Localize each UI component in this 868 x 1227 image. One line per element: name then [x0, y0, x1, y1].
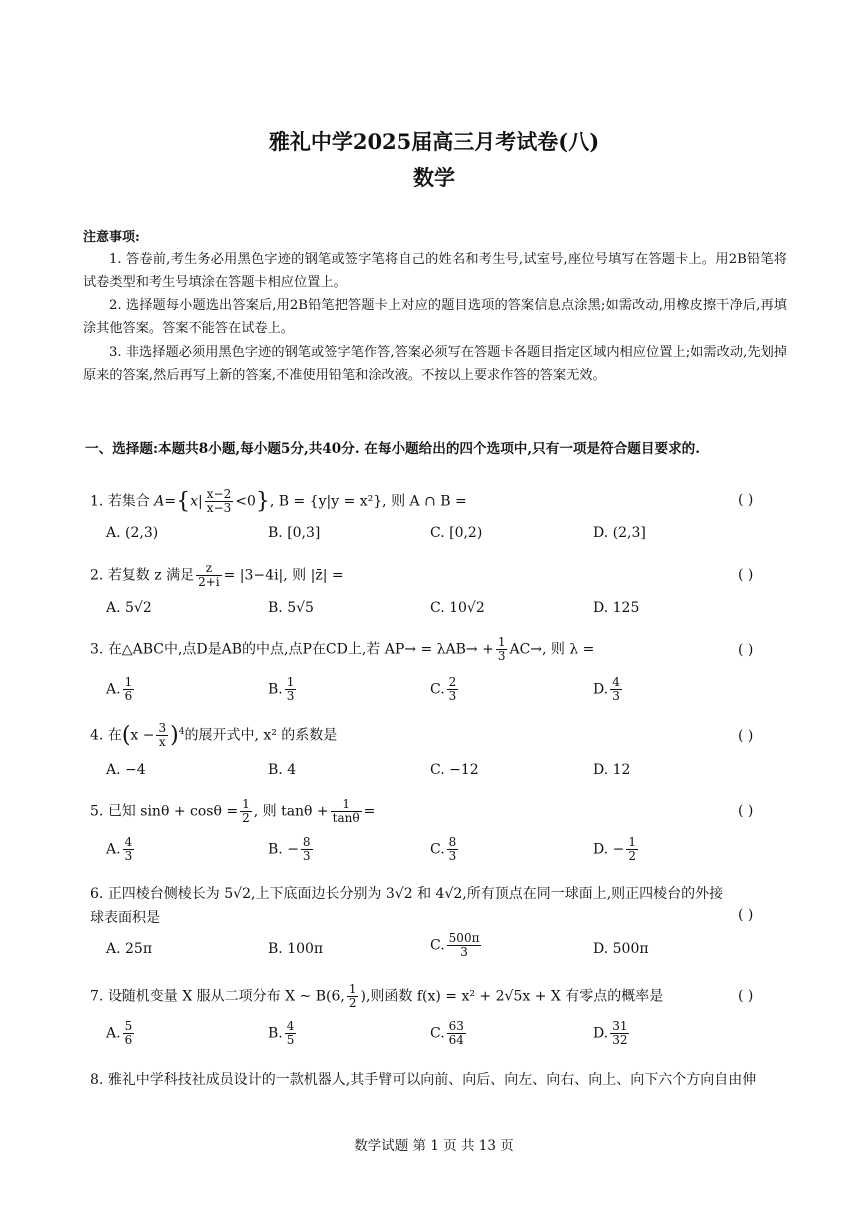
question-4: 4. 在(x − $\frac{3}{x}$ )$^4$的展开式中, x² 的系数是 [90, 721, 338, 749]
option-7d: D. $\frac{31}{32}$ [593, 1019, 628, 1047]
option-7b: B. $\frac{4}{5}$ [268, 1019, 295, 1047]
option-3d: D. $\frac{4}{3}$ [593, 675, 620, 703]
option-5d: D. − $\frac{1}{2}$ [593, 835, 636, 863]
option-6d: D. 500π [593, 941, 649, 957]
notice-item-3: 3. 非选择题必须用黑色字迹的钢笔或签字笔作答,答案必须写在答题卡各题目指定区域内相应位置上;如需改动,先划掉原来的答案,然后再写上新的答案,不准使用铅笔和涂改液。不按以上要求作答的答案无效。 [83, 345, 787, 383]
option-2a: A. 5√2 [106, 600, 152, 616]
option-6c: C. $\frac{500\pi}{3}$ [430, 931, 480, 959]
answer-paren-1: ( ) [738, 492, 754, 508]
option-4a: A. −4 [106, 762, 146, 778]
notice-item-1: 1. 答卷前,考生务必用黑色字迹的钢笔或签字笔将自己的姓名和考生号,试室号,座位号填写在答题卡上。用2B铅笔将试卷类型和考生号填涂在答题卡相应位置上。 [83, 252, 787, 290]
option-2b: B. 5√5 [268, 600, 314, 616]
answer-paren-4: ( ) [738, 728, 754, 744]
option-3a: A. $\frac{1}{6}$ [106, 675, 133, 703]
subject-title: 数学 [413, 165, 455, 190]
notice-heading: 注意事项: [83, 230, 140, 245]
option-4c: C. −12 [430, 762, 479, 778]
option-4b: B. 4 [268, 762, 297, 778]
question-8: 8. 雅礼中学科技社成员设计的一款机器人,其手臂可以向前、向后、向左、向右、向上、向下六个方向自由伸 [90, 1072, 757, 1088]
option-6a: A. 25π [106, 941, 153, 957]
option-4d: D. 12 [593, 762, 631, 778]
option-5b: B. − $\frac{8}{3}$ [268, 835, 311, 863]
question-6-line-2: 球表面积是 [90, 910, 160, 926]
option-1b: B. [0,3] [268, 525, 321, 541]
question-7: 7. 设随机变量 X 服从二项分布 X ~ B(6, $\frac{1}{2}$ ),则函数 f(x) = x² + 2√5x + X 有零点的概率是 [90, 982, 664, 1010]
option-3c: C. $\frac{2}{3}$ [430, 675, 457, 703]
option-5c: C. $\frac{8}{3}$ [430, 835, 457, 863]
answer-paren-6: ( ) [738, 907, 754, 923]
question-1: 1. 若集合 A={x| $\frac{x-2}{x-3}$ <0}, B = {y|y = x²}, 则 A ∩ B = [90, 487, 467, 515]
answer-paren-3: ( ) [738, 642, 754, 658]
question-5: 5. 已知 sinθ + cosθ = $\frac{1}{2}$ , 则 tanθ + $\frac{1}{\tan\theta}$ = [90, 797, 376, 825]
option-3b: B. $\frac{1}{3}$ [268, 675, 295, 703]
option-7c: C. $\frac{63}{64}$ [430, 1019, 464, 1047]
option-2c: C. 10√2 [430, 600, 485, 616]
answer-paren-2: ( ) [738, 567, 754, 583]
answer-paren-5: ( ) [738, 803, 754, 819]
section-heading: 一、选择题:本题共8小题,每小题5分,共40分. 在每小题给出的四个选项中,只有一项是符合题目要求的. [85, 441, 700, 457]
question-6: 6. 正四棱台侧棱长为 5√2,上下底面边长分别为 3√2 和 4√2,所有顶点在同一球面上,则正四棱台的外接 [90, 886, 724, 902]
page-footer: 数学试题 第 1 页 共 13 页 [354, 1138, 514, 1154]
option-7a: A. $\frac{5}{6}$ [106, 1019, 133, 1047]
option-1a: A. (2,3) [106, 525, 159, 541]
option-5a: A. $\frac{4}{3}$ [106, 835, 133, 863]
option-2d: D. 125 [593, 600, 640, 616]
question-2: 2. 若复数 z 满足 $\frac{z}{2+i}$ = |3−4i|, 则 |z̄| = [90, 561, 344, 589]
exam-title: 雅礼中学2025届高三月考试卷(八) [268, 129, 600, 154]
notice-item-2: 2. 选择题每小题选出答案后,用2B铅笔把答题卡上对应的题目选项的答案信息点涂黑;如需改动,用橡皮擦干净后,再填涂其他答案。答案不能答在试卷上。 [83, 298, 787, 336]
question-3: 3. 在△ABC中,点D是AB的中点,点P在CD上,若 AP→ = λAB→ + $\frac{1}{3}$ AC→, 则 λ = [90, 635, 595, 663]
option-1d: D. (2,3] [593, 525, 646, 541]
option-6b: B. 100π [268, 941, 324, 957]
answer-paren-7: ( ) [738, 988, 754, 1004]
option-1c: C. [0,2) [430, 525, 483, 541]
